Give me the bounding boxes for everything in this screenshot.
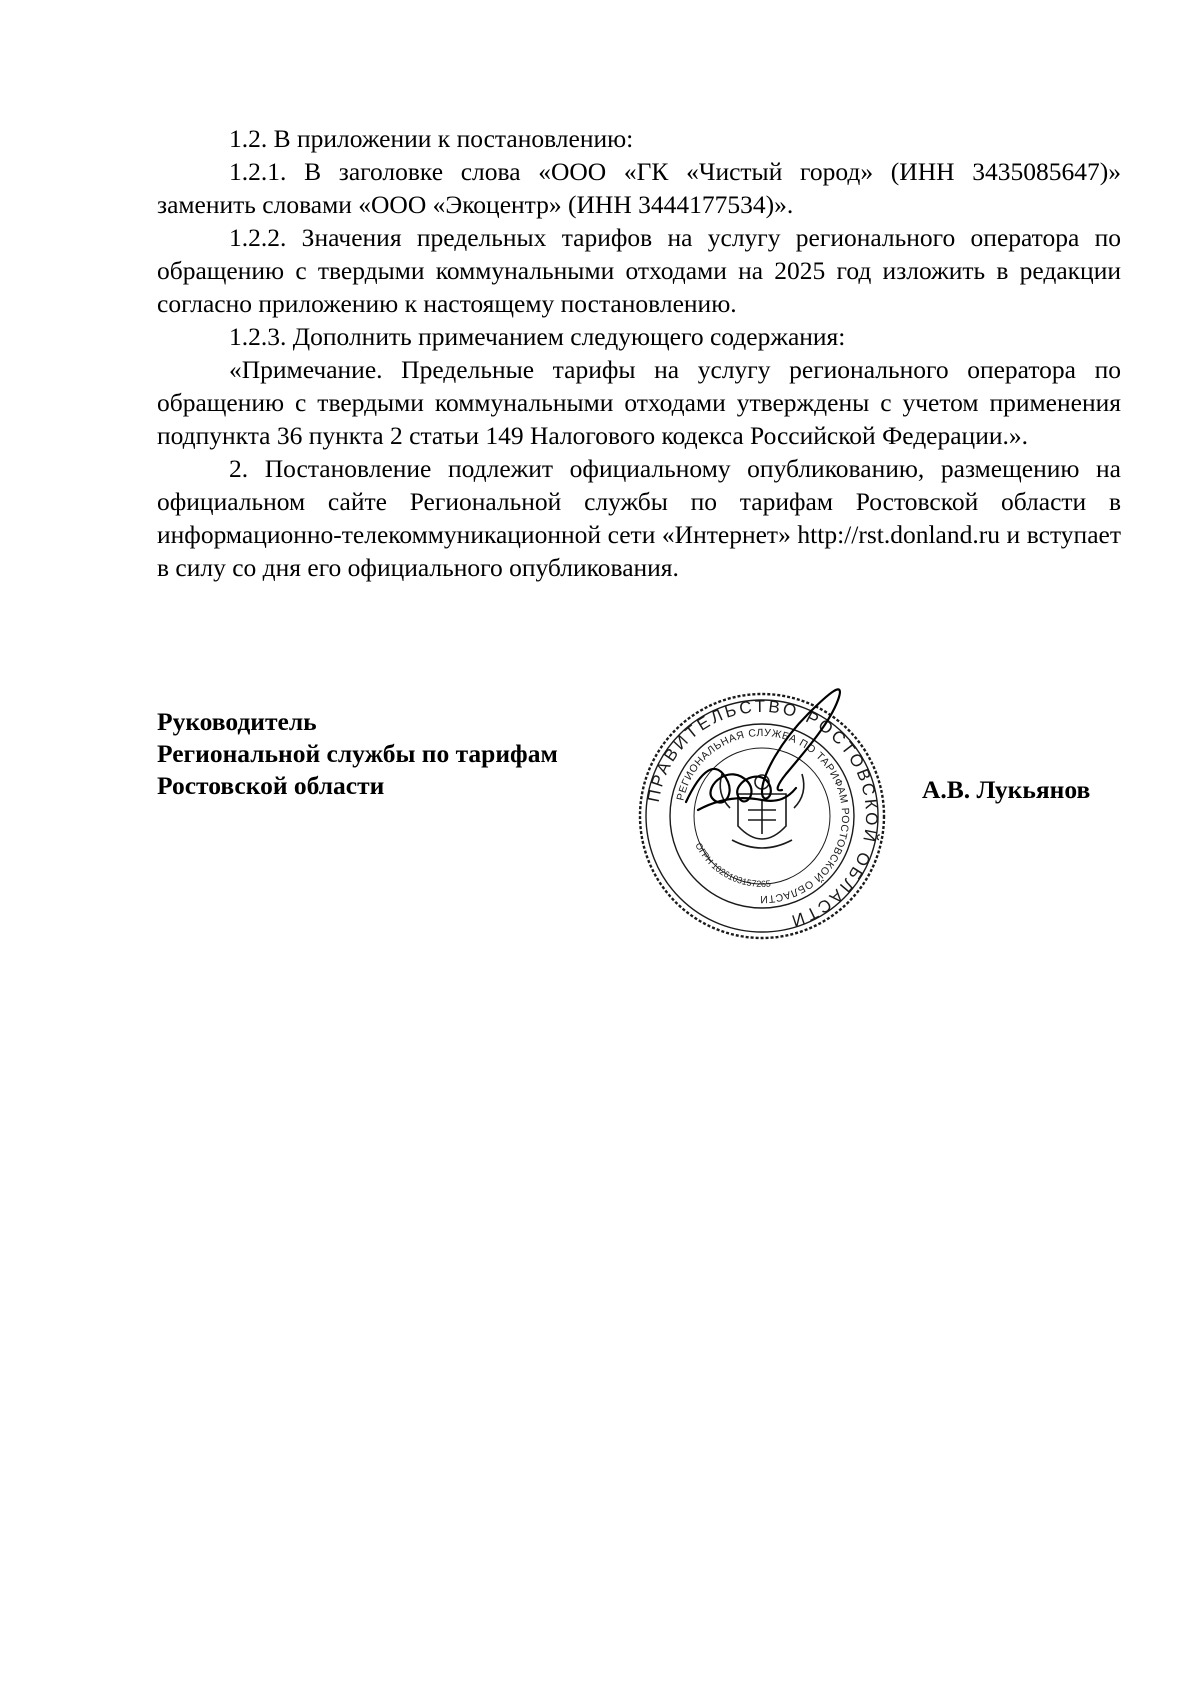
- position-line-3: Ростовской области: [157, 771, 385, 800]
- stamp-outer-path: ПРАВИТЕЛЬСТВО РОСТОВСКОЙ ОБЛАСТИ: [643, 696, 882, 932]
- position-line-1: Руководитель: [157, 707, 317, 736]
- stamp-ogrn-path: ОГРН 1026103157265: [693, 841, 772, 889]
- signatory-position: [157, 706, 558, 802]
- paragraph-note: «Примечание. Предельные тарифы на услугу регионального оператора по обращению с твердыми коммунальными отходами утверждены с учетом применения подпункта 36 пункта 2 статьи 149 Налогового кодекса Российской Федерации.».: [157, 355, 1121, 450]
- stamp-inner-path: РЕГИОНАЛЬНАЯ СЛУЖБА ПО ТАРИФАМ РОСТОВСКОЙ ОБЛАСТИ: [674, 726, 852, 906]
- stamp-inner-text: [675, 727, 852, 905]
- position-line-2: Региональной службы по тарифам: [157, 739, 558, 768]
- paragraph-1-2-2: 1.2.2. Значения предельных тарифов на услугу регионального оператора по обращению с твердыми коммунальными отходами на 2025 год изложить в редакции согласно приложению к настоящему постановлению.: [157, 223, 1121, 318]
- signatory-name: А.В. Лукьянов: [922, 775, 1091, 804]
- paragraph-2: 2. Постановление подлежит официальному опубликованию, размещению на официальном сайте Региональной службы по тарифам Ростовской области в информационно-телекоммуникационной сети «Интернет» http://rst.donland.ru и вступает в силу со дня его официального опубликования.: [157, 454, 1121, 582]
- paragraph-1-2-3: 1.2.3. Дополнить примечанием следующего содержания:: [229, 322, 846, 351]
- document-body: [157, 122, 1121, 584]
- official-stamp: [612, 670, 912, 940]
- paragraph-1-2-1: 1.2.1. В заголовке слова «ООО «ГК «Чистый город» (ИНН 3435085647)» заменить словами «ООО «Экоцентр» (ИНН 3444177534)».: [157, 157, 1121, 219]
- paragraph-1-2: 1.2. В приложении к постановлению:: [229, 124, 634, 153]
